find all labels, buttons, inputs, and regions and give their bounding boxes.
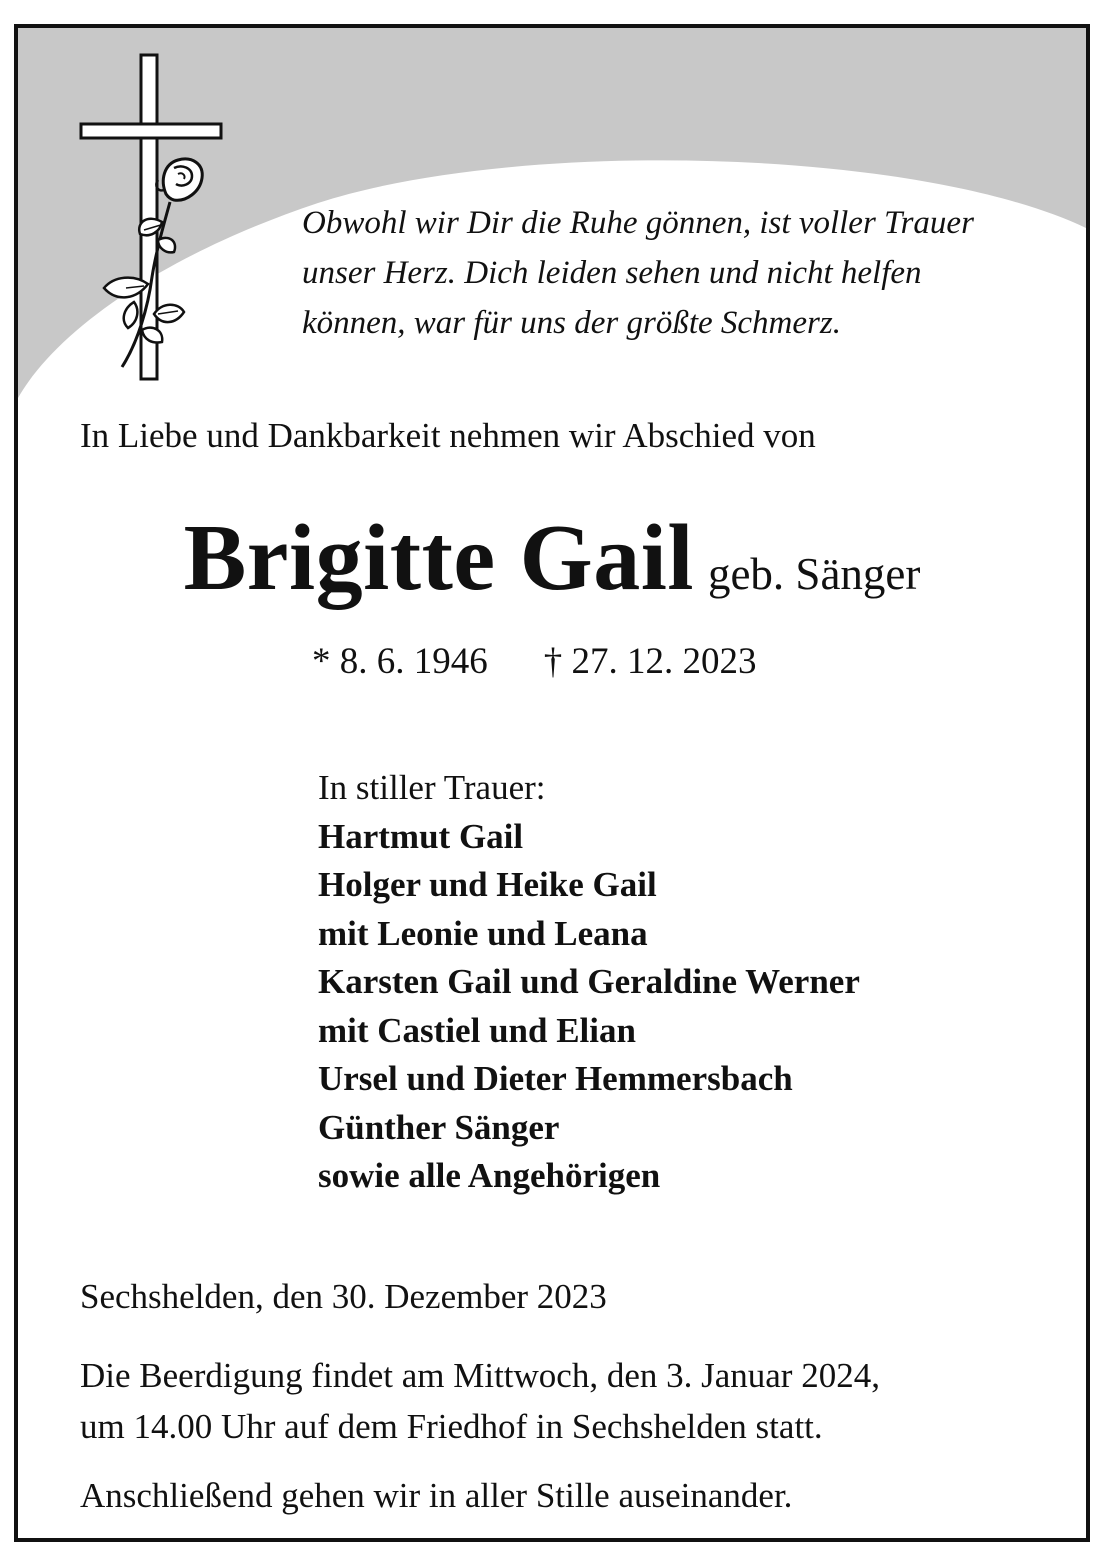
place-and-date: Sechshelden, den 30. Dezember 2023: [80, 1277, 607, 1316]
birth-date: * 8. 6. 1946: [312, 641, 488, 682]
death-date: † 27. 12. 2023: [543, 641, 757, 682]
mourner-name: Hartmut Gail: [318, 816, 524, 856]
mourner-name: Günther Sänger: [318, 1107, 560, 1147]
mourner-name: mit Leonie und Leana: [318, 913, 648, 953]
life-dates: [312, 640, 757, 683]
mourner-name: Karsten Gail und Geraldine Werner: [318, 962, 860, 1001]
poem-line-2: unser Herz. Dich leiden sehen und nicht helfen: [302, 255, 922, 291]
mourner-name: sowie alle Angehörigen: [318, 1156, 661, 1195]
closing-text: Anschließend gehen wir in aller Stille auseinander.: [80, 1476, 793, 1515]
deceased-name: Brigitte Gail: [183, 506, 694, 610]
obituary-card: [14, 24, 1090, 1542]
mourner-name: Holger und Heike Gail: [318, 865, 657, 904]
funeral-line-1: Die Beerdigung findet am Mittwoch, den 3. Januar 2024,: [80, 1356, 880, 1395]
poem-line-1: Obwohl wir Dir die Ruhe gönnen, ist voller Trauer: [302, 205, 974, 241]
deceased-name-line: [18, 504, 1086, 612]
mourners-list: [318, 764, 860, 1201]
poem-line-3: können, war für uns der größte Schmerz.: [302, 305, 841, 341]
intro-text: In Liebe und Dankbarkeit nehmen wir Abschied von: [80, 416, 816, 455]
funeral-notice: [80, 1350, 880, 1452]
mourners-lead: In stiller Trauer:: [318, 768, 546, 807]
cross-with-rose-icon: [78, 52, 228, 382]
funeral-line-2: um 14.00 Uhr auf dem Friedhof in Sechshelden statt.: [80, 1407, 823, 1446]
mourner-name: Ursel und Dieter Hemmersbach: [318, 1059, 793, 1098]
maiden-name: geb. Sänger: [707, 549, 921, 599]
mourner-name: mit Castiel und Elian: [318, 1010, 636, 1050]
poem: [302, 198, 1062, 348]
